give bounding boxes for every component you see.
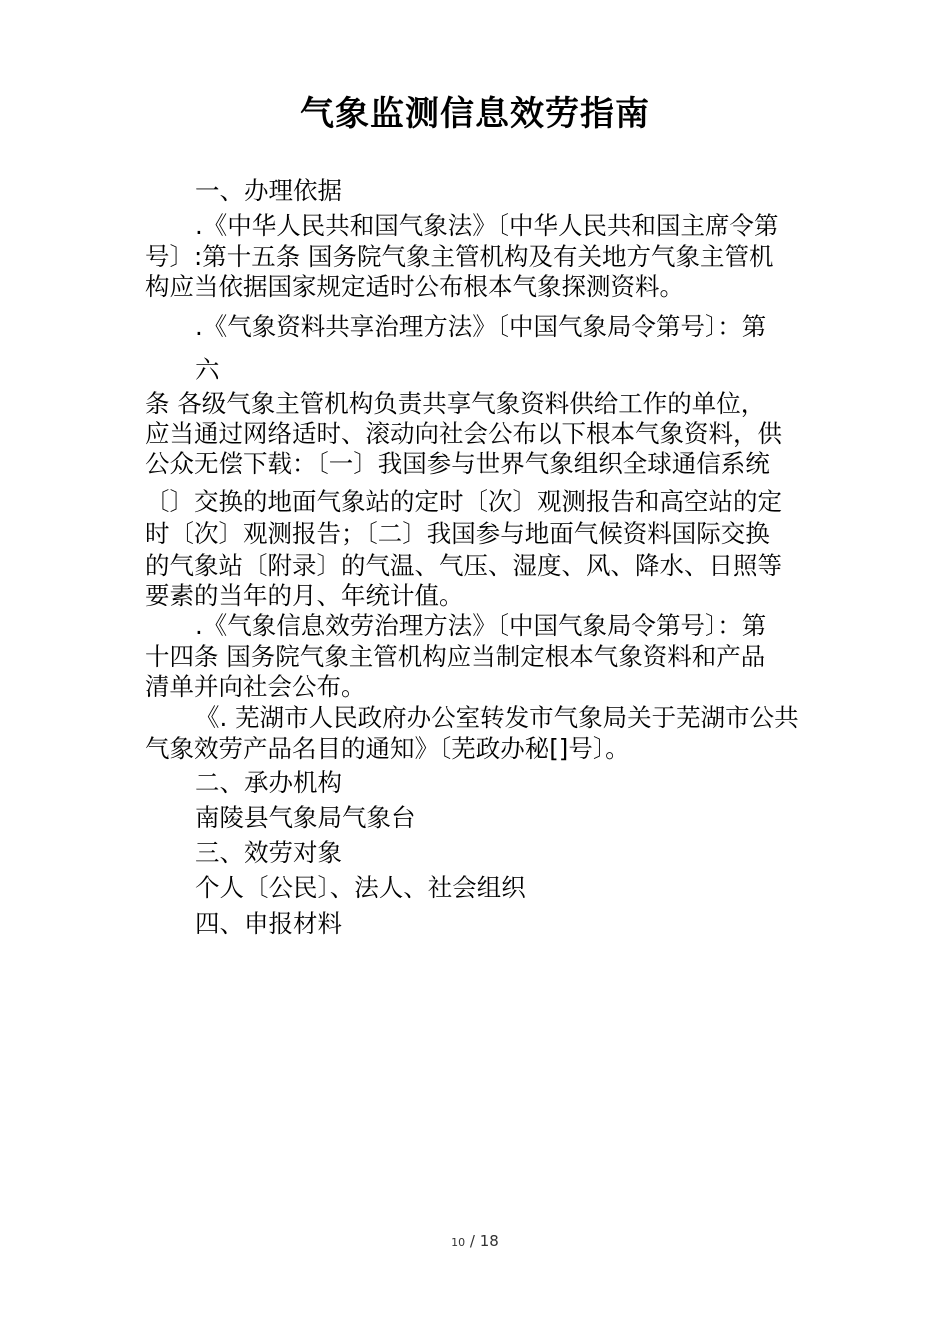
page-total: 18: [479, 1232, 499, 1250]
text-line: 清单并向社会公布。: [145, 672, 366, 701]
page-title: 气象监测信息效劳指南: [300, 94, 650, 134]
text-line: 六: [195, 355, 220, 384]
section-heading-basis: 一、办理依据: [195, 176, 342, 205]
text-line: 《. 芜湖市人民政府办公室转发市气象局关于芜湖市公共: [195, 703, 799, 732]
text-line: .《气象资料共享治理方法》〔中国气象局令第号〕：第: [195, 312, 767, 341]
text-line: 应当通过网络适时、滚动向社会公布以下根本气象资料，供: [145, 419, 782, 448]
page-current: 10: [451, 1236, 466, 1249]
text-line: 的气象站〔附录〕的气温、气压、湿度、风、降水、日照等: [145, 551, 782, 580]
section-heading-agency: 二、承办机构: [195, 768, 342, 797]
text-line: 号〕:第十五条 国务院气象主管机构及有关地方气象主管机: [145, 242, 774, 271]
section-heading-service-target: 三、效劳对象: [195, 838, 342, 867]
page-separator: /: [469, 1232, 475, 1250]
text-line: .《中华人民共和国气象法》〔中华人民共和国主席令第: [195, 211, 779, 240]
page-number: [0, 1230, 950, 1254]
text-line: .《气象信息效劳治理方法》〔中国气象局令第号〕：第: [195, 611, 767, 640]
text-line: 气象效劳产品名目的通知》〔芜政办秘[]号〕。: [145, 734, 630, 763]
text-line: 十四条 国务院气象主管机构应当制定根本气象资料和产品: [145, 642, 766, 671]
text-line: 〔〕交换的地面气象站的定时〔次〕观测报告和高空站的定: [145, 487, 782, 516]
text-line: 时〔次〕观测报告；〔二〕我国参与地面气候资料国际交换: [145, 519, 770, 548]
text-line: 构应当依据国家规定适时公布根本气象探测资料。: [145, 272, 684, 301]
text-line: 要素的当年的月、年统计值。: [145, 581, 464, 610]
text-line: 条 各级气象主管机构负责共享气象资料供给工作的单位，: [145, 389, 766, 418]
section-heading-materials: 四、申报材料: [195, 909, 342, 938]
text-line: 公众无偿下载：〔一〕我国参与世界气象组织全球通信系统: [145, 449, 770, 478]
agency-name: 南陵县气象局气象台: [195, 803, 416, 832]
service-target-text: 个人〔公民〕、法人、社会组织: [195, 873, 526, 902]
